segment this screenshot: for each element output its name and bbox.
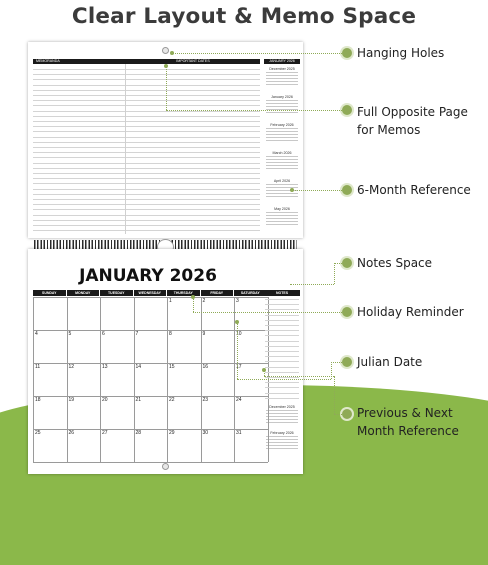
- date-number: 5: [68, 331, 72, 337]
- memo-line: [33, 142, 260, 143]
- notes-line: [265, 351, 299, 352]
- prev-month-title: December 2025: [269, 405, 295, 409]
- weekday-header: WEDNESDAY: [134, 290, 167, 296]
- date-number: 31: [236, 430, 242, 436]
- grid-row-line: [33, 297, 268, 298]
- grid-col-line: [134, 297, 135, 462]
- leader-end: [170, 51, 174, 55]
- reference-month-grid: [266, 100, 298, 114]
- leader-end: [262, 368, 266, 372]
- memo-line: [33, 215, 260, 216]
- date-number: 22: [169, 397, 175, 403]
- memo-line: [33, 204, 260, 205]
- weekday-header: SUNDAY: [33, 290, 66, 296]
- reference-month-title: March 2026: [272, 151, 292, 155]
- weekday-header: FRIDAY: [201, 290, 234, 296]
- notes-line: [265, 367, 299, 368]
- grid-col-line: [67, 297, 68, 462]
- callout-dot: [342, 258, 352, 268]
- memo-line: [33, 225, 260, 226]
- notes-line: [265, 341, 299, 342]
- grid-col-line: [100, 297, 101, 462]
- callout-notes-space: Notes Space: [357, 256, 433, 270]
- memo-line: [33, 69, 260, 70]
- notes-line: [265, 361, 299, 362]
- callout-dot: [342, 357, 352, 367]
- reference-month: [264, 151, 300, 170]
- reference-month-title: May 2026: [274, 207, 290, 211]
- notes-line: [265, 304, 299, 305]
- grid-col-line: [167, 297, 168, 462]
- memo-line: [33, 157, 260, 158]
- memo-line: [33, 95, 260, 96]
- next-month-reference: [264, 431, 300, 450]
- notes-line: [265, 346, 299, 347]
- date-number: 27: [102, 430, 108, 436]
- notes-line: [265, 372, 299, 373]
- callout-prev-next: Previous & Next Month Reference: [357, 406, 459, 438]
- reference-month: [264, 95, 300, 114]
- important-dates-header: IMPORTANT DATES: [126, 59, 260, 64]
- memo-line: [33, 194, 260, 195]
- memo-line: [33, 105, 260, 106]
- notes-line: [265, 398, 299, 399]
- memo-line: [33, 137, 260, 138]
- leader-line: [193, 297, 194, 312]
- calendar-page: [28, 249, 303, 474]
- leader-line: [334, 263, 335, 284]
- notes-line: [265, 393, 299, 394]
- notes-line: [265, 356, 299, 357]
- next-month-grid: [266, 436, 298, 450]
- date-number: 21: [135, 397, 142, 403]
- memo-line: [33, 189, 260, 190]
- weekday-header: MONDAY: [67, 290, 100, 296]
- memo-line: [33, 209, 260, 210]
- leader-line: [166, 110, 342, 111]
- grid-col-line: [201, 297, 202, 462]
- prev-month-grid: [266, 410, 298, 424]
- reference-month: [264, 67, 300, 86]
- leader-line: [166, 66, 167, 110]
- weekday-header: TUESDAY: [100, 290, 133, 296]
- notes-line: [265, 387, 299, 388]
- date-number: 15: [169, 364, 175, 370]
- notes-line: [265, 325, 299, 326]
- date-number: 24: [236, 397, 242, 403]
- weekday-header: SATURDAY: [234, 290, 267, 296]
- date-number: 18: [35, 397, 41, 403]
- memo-line: [33, 116, 260, 117]
- memo-line: [33, 90, 260, 91]
- date-number: 6: [102, 331, 105, 337]
- notes-line: [265, 382, 299, 383]
- memo-line: [33, 220, 260, 221]
- reference-month-title: April 2026: [273, 179, 291, 183]
- prev-month-reference: [264, 405, 300, 424]
- date-number: 12: [68, 364, 75, 370]
- notes-line: [265, 315, 299, 316]
- memo-line: [33, 147, 260, 148]
- reference-month: [264, 207, 300, 226]
- callout-memo-page: Full Opposite Page for Memos: [357, 105, 468, 137]
- date-number: 7: [135, 331, 139, 337]
- memo-line: [33, 230, 260, 231]
- callout-dot: [342, 105, 352, 115]
- reference-month-grid: [266, 72, 298, 86]
- notes-line: [265, 299, 299, 300]
- grid-row-line: [33, 462, 268, 463]
- memo-line: [33, 152, 260, 153]
- callout-dot: [342, 48, 352, 58]
- reference-month-title: December 2025: [269, 67, 295, 71]
- reference-month: [264, 123, 300, 142]
- leader-line: [193, 312, 342, 313]
- callout-dot: [342, 307, 352, 317]
- memo-divider: [125, 64, 126, 234]
- leader-line: [331, 362, 342, 363]
- leader-end: [235, 320, 239, 324]
- leader-line: [292, 190, 342, 191]
- grid-col-line: [33, 297, 34, 462]
- reference-month-grid: [266, 212, 298, 226]
- memo-line: [33, 131, 260, 132]
- date-number: 13: [102, 364, 108, 370]
- callout-hanging-holes: Hanging Holes: [357, 46, 445, 60]
- leader-line: [334, 414, 342, 415]
- notes-header: NOTES: [264, 290, 300, 296]
- date-number: 8: [169, 331, 172, 337]
- callout-dot: [342, 185, 352, 195]
- leader-end: [191, 295, 195, 299]
- date-number: 23: [202, 397, 209, 403]
- bottom-hole: [162, 463, 169, 470]
- memo-line: [33, 173, 260, 174]
- memoranda-header: MEMORANDA: [33, 59, 126, 64]
- memo-line: [33, 74, 260, 75]
- reference-month: [264, 179, 300, 198]
- date-number: 3: [236, 298, 239, 304]
- reference-month-title: January 2026: [271, 95, 293, 99]
- date-number: 20: [102, 397, 108, 403]
- callout-julian: Julian Date: [357, 355, 423, 369]
- memo-line: [33, 163, 260, 164]
- date-number: 16: [202, 364, 209, 370]
- date-number: 17: [236, 364, 242, 370]
- memo-line: [33, 199, 260, 200]
- reference-month-title: February 2026: [270, 123, 294, 127]
- reference-month-grid: [266, 156, 298, 170]
- date-number: 14: [135, 364, 142, 370]
- leader-line: [264, 376, 334, 377]
- leader-line: [334, 376, 335, 414]
- date-number: 9: [202, 331, 206, 337]
- reference-month-grid: [266, 128, 298, 142]
- headline: Clear Layout & Memo Space: [71, 4, 417, 29]
- callout-holiday: Holiday Reminder: [357, 305, 464, 319]
- notes-line: [265, 377, 299, 378]
- notes-line: [265, 309, 299, 310]
- memo-line: [33, 168, 260, 169]
- date-number: 19: [68, 397, 75, 403]
- date-number: 1: [169, 298, 172, 304]
- date-number: 2: [202, 298, 206, 304]
- leader-line: [334, 263, 342, 264]
- memo-line: [33, 121, 260, 122]
- next-month-title: February 2026: [270, 431, 294, 435]
- memo-line: [33, 79, 260, 80]
- notes-line: [265, 320, 299, 321]
- callout-dot: [342, 409, 352, 419]
- month-title: JANUARY 2026: [79, 266, 217, 286]
- leader-end: [164, 64, 168, 68]
- reference-header: JANUARY 2026: [264, 59, 300, 64]
- notes-line: [265, 335, 299, 336]
- date-number: 11: [35, 364, 41, 370]
- leader-line: [290, 284, 334, 285]
- memo-line: [33, 178, 260, 179]
- date-number: 4: [35, 331, 38, 337]
- leader-line: [237, 379, 331, 380]
- leader-line: [172, 53, 342, 54]
- date-number: 25: [35, 430, 41, 436]
- date-number: 29: [169, 430, 175, 436]
- date-number: 26: [68, 430, 75, 436]
- date-number: 30: [202, 430, 209, 436]
- date-number: 10: [236, 331, 242, 337]
- leader-end: [290, 188, 294, 192]
- leader-line: [237, 322, 238, 379]
- memo-line: [33, 85, 260, 86]
- notes-line: [265, 330, 299, 331]
- date-number: 28: [135, 430, 142, 436]
- callout-six-month: 6-Month Reference: [357, 183, 471, 197]
- memo-line: [33, 126, 260, 127]
- hanging-hole: [162, 47, 169, 54]
- memo-line: [33, 183, 260, 184]
- memo-line: [33, 100, 260, 101]
- weekday-header: THURSDAY: [167, 290, 200, 296]
